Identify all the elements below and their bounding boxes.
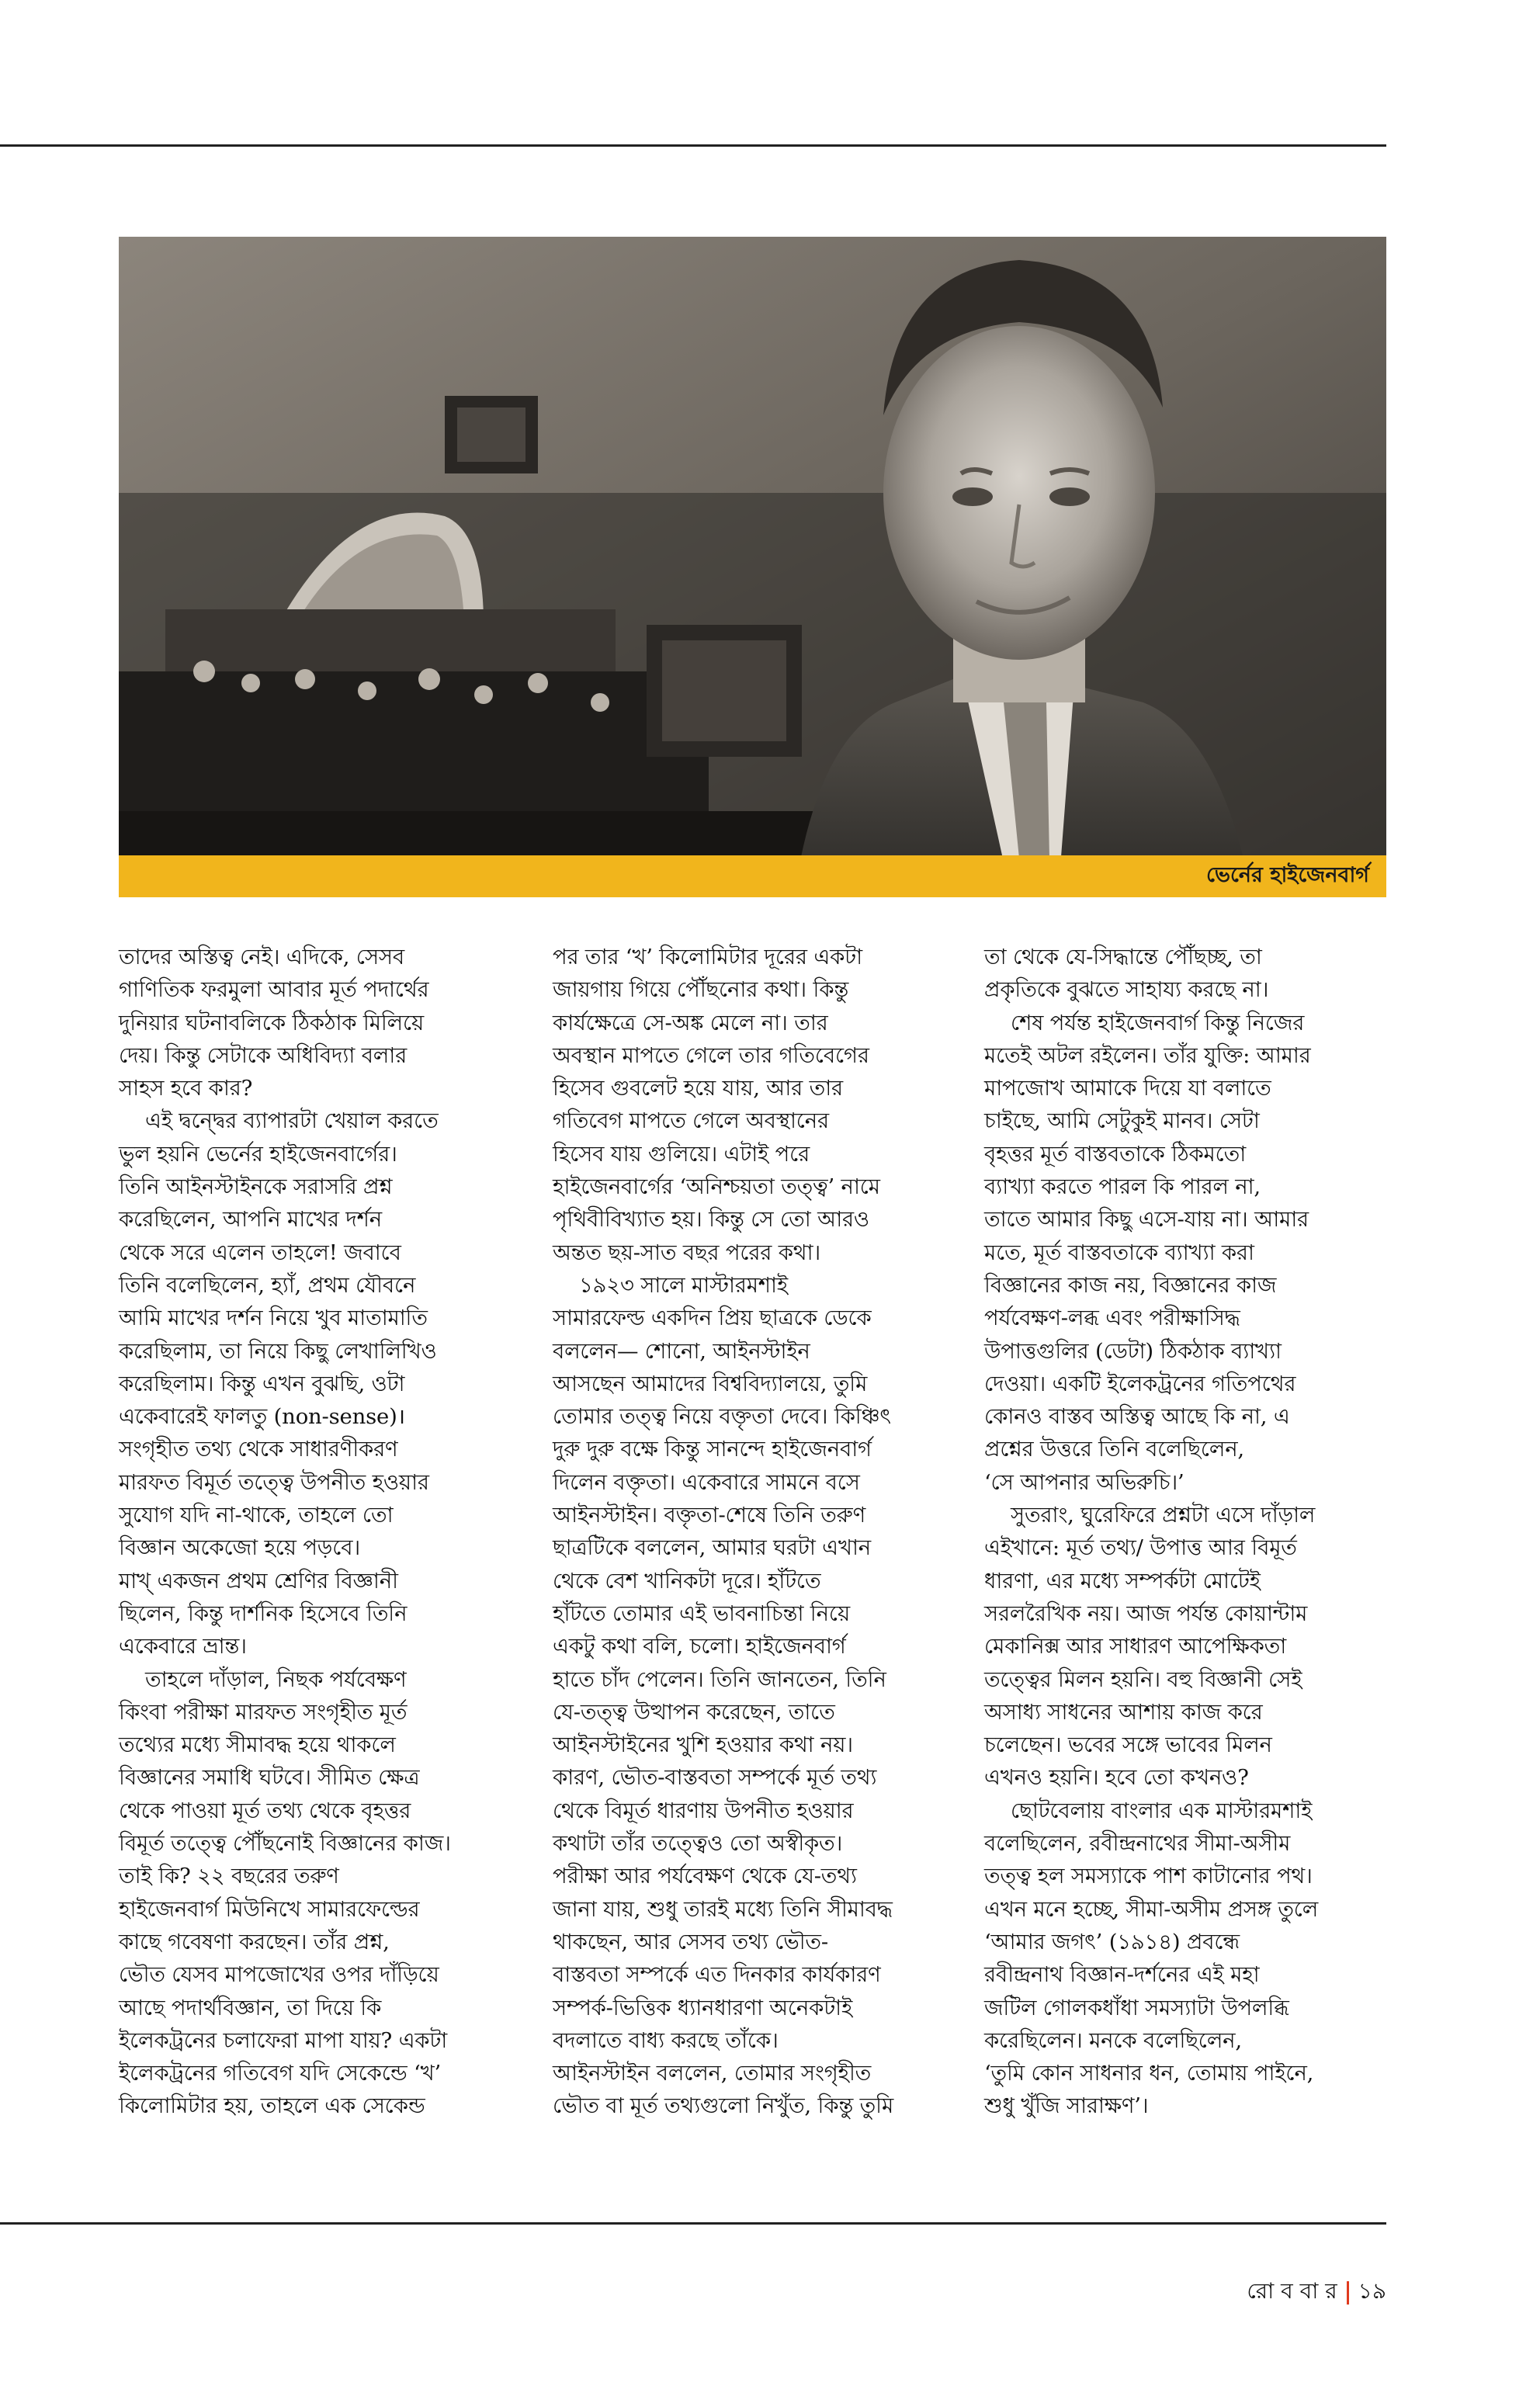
article-line: অবস্থান মাপতে গেলে তার গতিবেগের — [553, 1042, 869, 1068]
article-line: ধারণা, এর মধ্যে সম্পর্কটা মোটেই — [984, 1568, 1261, 1594]
article-line: ইলেকট্রনের চলাফেরা মাপা যায়? একটা — [119, 2027, 448, 2053]
article-line: পরীক্ষা আর পর্যবেক্ষণ থেকে যে-তথ্য — [553, 1864, 857, 1889]
article-line: প্রশ্নের উত্তরে তিনি বলেছিলেন, — [984, 1437, 1244, 1462]
article-line: বিজ্ঞানের কাজ নয়, বিজ্ঞানের কাজ — [984, 1272, 1277, 1298]
article-line: বলেছিলেন, রবীন্দ্রনাথের সীমা-অসীম — [984, 1831, 1291, 1857]
article-line: তথ্যের মধ্যে সীমাবদ্ধ হয়ে থাকলে — [119, 1732, 396, 1758]
article-line: ভৌত বা মূর্ত তথ্যগুলো নিখুঁত, কিন্তু তুমি — [553, 2093, 894, 2119]
article-line: এখনও হয়নি। হবে তো কখনও? — [984, 1765, 1249, 1791]
article-line: আইনস্টাইনের খুশি হওয়ার কথা নয়। — [553, 1732, 853, 1758]
article-line: তোমার তত্ত্ব নিয়ে বক্তৃতা দেবে। কিঞ্চিৎ — [553, 1404, 891, 1430]
article-line: সংগৃহীত তথ্য থেকে সাধারণীকরণ — [119, 1437, 398, 1462]
article-line: এইখানে: মূর্ত তথ্য/ উপাত্ত আর বিমূর্ত — [984, 1535, 1297, 1561]
page-footer — [1247, 2274, 1386, 2311]
top-rule — [0, 144, 1386, 147]
article-line: পর্যবেক্ষণ-লব্ধ এবং পরীক্ষাসিদ্ধ — [984, 1306, 1240, 1331]
article-line: তাতে আমার কিছু এসে-যায় না। আমার — [984, 1207, 1309, 1233]
article-line: জটিল গোলকধাঁধা সমস্যাটা উপলব্ধি — [984, 1995, 1289, 2020]
article-line: আইনস্টাইন বললেন, তোমার সংগৃহীত — [553, 2061, 872, 2086]
article-line: হিসেব যায় গুলিয়ে। এটাই পরে — [553, 1141, 810, 1167]
article-line: সরলরৈখিক নয়। আজ পর্যন্ত কোয়ান্টাম — [984, 1601, 1308, 1626]
article-line: একটু কথা বলি, চলো। হাইজেনবার্গ — [553, 1634, 846, 1659]
article-line: প্রকৃতিকে বুঝতে সাহায্য করছে না। — [984, 977, 1269, 1003]
article-line: তা থেকে যে-সিদ্ধান্তে পৌঁছচ্ছ, তা — [984, 945, 1262, 969]
article-line: ছিলেন, কিন্তু দার্শনিক হিসেবে তিনি — [119, 1601, 408, 1626]
article-line: চলেছেন। ভবের সঙ্গে ভাবের মিলন — [984, 1732, 1272, 1758]
article-line: বললেন— শোনো, আইনস্টাইন — [553, 1338, 810, 1364]
article-line: বৃহত্তর মূর্ত বাস্তবতাকে ঠিকমতো — [984, 1141, 1247, 1167]
article-line: পৃথিবীবিখ্যাত হয়। কিন্তু সে তো আরও — [553, 1207, 869, 1233]
article-line: ‘সে আপনার অভিরুচি।’ — [984, 1469, 1184, 1495]
article-line: হাতে চাঁদ পেলেন। তিনি জানতেন, তিনি — [553, 1666, 886, 1692]
article-line: সম্পর্ক-ভিত্তিক ধ্যানধারণা অনেকটাই — [553, 1995, 853, 2020]
article-line: ছোটবেলায় বাংলার এক মাস্টারমশাই — [1011, 1798, 1313, 1823]
article-line: ব্যাখ্যা করতে পারল কি পারল না, — [984, 1174, 1261, 1200]
article-line: আইনস্টাইন। বক্তৃতা-শেষে তিনি তরুণ — [553, 1503, 866, 1528]
article-line: তিনি বলেছিলেন, হ্যাঁ, প্রথম যৌবনে — [119, 1272, 416, 1298]
photo-caption: ভের্নের হাইজেনবার্গ — [1205, 862, 1369, 887]
article-line: একেবারেই ফালতু (non-sense)। — [119, 1404, 405, 1430]
article-line: দেয়। কিন্তু সেটাকে অধিবিদ্যা বলার — [119, 1042, 407, 1068]
article-line: যে-তত্ত্ব উত্থাপন করেছেন, তাতে — [553, 1699, 835, 1725]
article-line: দেওয়া। একটি ইলেকট্রনের গতিপথের — [984, 1371, 1296, 1396]
article-line: আসছেন আমাদের বিশ্ববিদ্যালয়ে, তুমি — [553, 1371, 868, 1396]
article-line: ছাত্রটিকে বললেন, আমার ঘরটা এখান — [553, 1535, 871, 1561]
article-line: রবীন্দ্রনাথ বিজ্ঞান-দর্শনের এই মহা — [984, 1962, 1260, 1988]
article-line: ‘তুমি কোন সাধনার ধন, তোমায় পাইনে, — [984, 2061, 1314, 2086]
article-line: আছে পদার্থবিজ্ঞান, তা দিয়ে কি — [119, 1995, 382, 2020]
article-line: দুরু দুরু বক্ষে কিন্তু সানন্দে হাইজেনবার্গ — [553, 1437, 872, 1462]
magazine-name: রো ব বা র — [1247, 2278, 1337, 2304]
article-line: শুধু খুঁজি সারাক্ষণ’। — [984, 2093, 1149, 2119]
article-line: সামারফেল্ড একদিন প্রিয় ছাত্রকে ডেকে — [553, 1306, 872, 1331]
article-line: কারণ, ভৌত-বাস্তবতা সম্পর্কে মূর্ত তথ্য — [553, 1765, 877, 1791]
article-line: অন্তত ছয়-সাত বছর পরের কথা। — [553, 1240, 821, 1265]
article-line: মতে, মূর্ত বাস্তবতাকে ব্যাখ্যা করা — [984, 1240, 1254, 1265]
article-line: থাকছেন, আর সেসব তথ্য ভৌত- — [553, 1929, 828, 1954]
article-line: মারফত বিমূর্ত তত্ত্বে উপনীত হওয়ার — [119, 1469, 429, 1495]
article-line: কার্যক্ষেত্রে সে-অঙ্ক মেলে না। তার — [553, 1010, 828, 1035]
article-line: বদলাতে বাধ্য করছে তাঁকে। — [553, 2027, 779, 2053]
article-line: চাইছে, আমি সেটুকুই মানব। সেটা — [984, 1108, 1260, 1134]
article-line: এখন মনে হচ্ছে, সীমা-অসীম প্রসঙ্গ তুলে — [984, 1896, 1319, 1922]
article-line: করেছিলাম, তা নিয়ে কিছু লেখালিখিও — [119, 1338, 437, 1364]
article-line: শেষ পর্যন্ত হাইজেনবার্গ কিন্তু নিজের — [1011, 1010, 1305, 1035]
article-line: সাহস হবে কার? — [119, 1076, 253, 1101]
page-number: ১৯ — [1358, 2278, 1386, 2304]
article-line: বাস্তবতা সম্পর্কে এত দিনকার কার্যকারণ — [553, 1962, 881, 1988]
article-line: গাণিতিক ফরমুলা আবার মূর্ত পদার্থের — [119, 977, 429, 1003]
article-line: উপাত্তগুলির (ডেটা) ঠিকঠাক ব্যাখ্যা — [984, 1338, 1282, 1364]
article-line: সুযোগ যদি না-থাকে, তাহলে তো — [119, 1503, 394, 1528]
article-line: হাঁটতে তোমার এই ভাবনাচিন্তা নিয়ে — [553, 1601, 850, 1626]
article-line: একেবারে ভ্রান্ত। — [119, 1634, 247, 1659]
article-line: গতিবেগ মাপতে গেলে অবস্থানের — [553, 1108, 829, 1134]
article-line: পর তার ‘খ’ কিলোমিটার দূরের একটা — [553, 945, 862, 969]
article-line: ইলেকট্রনের গতিবেগ যদি সেকেন্ডে ‘খ’ — [119, 2061, 441, 2086]
article-line: ‘আমার জগৎ’ (১৯১৪) প্রবন্ধে — [984, 1929, 1240, 1954]
text-column-1 — [119, 941, 519, 2123]
article-line: থেকে পাওয়া মূর্ত তথ্য থেকে বৃহত্তর — [119, 1798, 411, 1823]
text-column-3 — [984, 941, 1385, 2123]
article-line: অসাধ্য সাধনের আশায় কাজ করে — [984, 1699, 1263, 1725]
bottom-rule — [0, 2222, 1386, 2225]
article-line: সুতরাং, ঘুরেফিরে প্রশ্নটা এসে দাঁড়াল — [1011, 1503, 1316, 1528]
text-column-2 — [553, 941, 953, 2123]
heisenberg-photo — [119, 237, 1386, 897]
article-line: জানা যায়, শুধু তারই মধ্যে তিনি সীমাবদ্ধ — [553, 1896, 893, 1922]
article-line: তাহলে দাঁড়াল, নিছক পর্যবেক্ষণ — [145, 1666, 407, 1692]
article-line: তত্ত্বের মিলন হয়নি। বহু বিজ্ঞানী সেই — [984, 1666, 1302, 1692]
article-line: কথাটা তাঁর তত্ত্বেও তো অস্বীকৃত। — [553, 1831, 843, 1857]
article-line: জায়গায় গিয়ে পৌঁছনোর কথা। কিন্তু — [553, 977, 849, 1003]
article-line: আমি মাখের দর্শন নিয়ে খুব মাতামাতি — [119, 1306, 428, 1331]
photo-caption-bar — [119, 855, 1386, 897]
portrait-photo-icon — [119, 237, 1386, 897]
article-line: কিলোমিটার হয়, তাহলে এক সেকেন্ড — [119, 2093, 425, 2119]
article-line: বিজ্ঞান অকেজো হয়ে পড়বে। — [119, 1535, 361, 1561]
article-line: থেকে বিমূর্ত ধারণায় উপনীত হওয়ার — [553, 1798, 854, 1823]
article-line: তাই কি? ২২ বছরের তরুণ — [119, 1864, 339, 1889]
article-line: মতেই অটল রইলেন। তাঁর যুক্তি: আমার — [984, 1042, 1311, 1068]
article-line: ভৌত যেসব মাপজোখের ওপর দাঁড়িয়ে — [119, 1962, 439, 1988]
footer-separator — [1347, 2281, 1349, 2305]
article-line: করেছিলেন। মনকে বলেছিলেন, — [984, 2027, 1242, 2053]
article-line: বিমূর্ত তত্ত্বে পৌঁছনোই বিজ্ঞানের কাজ। — [119, 1831, 451, 1857]
article-line: করেছিলেন, আপনি মাখের দর্শন — [119, 1207, 382, 1233]
article-line: তাদের অস্তিত্ব নেই। এদিকে, সেসব — [119, 945, 404, 969]
article-line: দুনিয়ার ঘটনাবলিকে ঠিকঠাক মিলিয়ে — [119, 1010, 425, 1035]
article-line: মাখ্‌ একজন প্রথম শ্রেণির বিজ্ঞানী — [119, 1568, 398, 1594]
article-line: হিসেব গুবলেট হয়ে যায়, আর তার — [553, 1076, 843, 1101]
article-line: মেকানিক্স আর সাধারণ আপেক্ষিকতা — [984, 1634, 1287, 1659]
article-line: থেকে সরে এলেন তাহলে! জবাবে — [119, 1240, 401, 1265]
article-line: হাইজেনবার্গের ‘অনিশ্চয়তা তত্ত্ব’ নামে — [553, 1174, 880, 1200]
article-line: হাইজেনবার্গ মিউনিখে সামারফেল্ডের — [119, 1896, 420, 1922]
article-line: কোনও বাস্তব অস্তিত্ব আছে কি না, এ — [984, 1404, 1290, 1430]
article-line: মাপজোখ আমাকে দিয়ে যা বলাতে — [984, 1076, 1271, 1101]
article-line: করেছিলাম। কিন্তু এখন বুঝছি, ওটা — [119, 1371, 405, 1396]
article-line: ১৯২৩ সালে মাস্টারমশাই — [579, 1272, 788, 1298]
article-line: থেকে বেশ খানিকটা দূরে। হাঁটতে — [553, 1568, 821, 1594]
article-line: তত্ত্ব হল সমস্যাকে পাশ কাটানোর পথ। — [984, 1864, 1313, 1889]
article-line: কিংবা পরীক্ষা মারফত সংগৃহীত মূর্ত — [119, 1699, 408, 1725]
article-line: কাছে গবেষণা করছেন। তাঁর প্রশ্ন, — [119, 1929, 390, 1954]
article-line: ভুল হয়নি ভের্নের হাইজেনবার্গের। — [119, 1141, 397, 1167]
article-line: তিনি আইনস্টাইনকে সরাসরি প্রশ্ন — [119, 1174, 393, 1200]
article-line: এই দ্বন্দ্বের ব্যাপারটা খেয়াল করতে — [145, 1108, 439, 1134]
article-line: বিজ্ঞানের সমাধি ঘটবে। সীমিত ক্ষেত্র — [119, 1765, 420, 1791]
article-line: দিলেন বক্তৃতা। একেবারে সামনে বসে — [553, 1469, 860, 1495]
